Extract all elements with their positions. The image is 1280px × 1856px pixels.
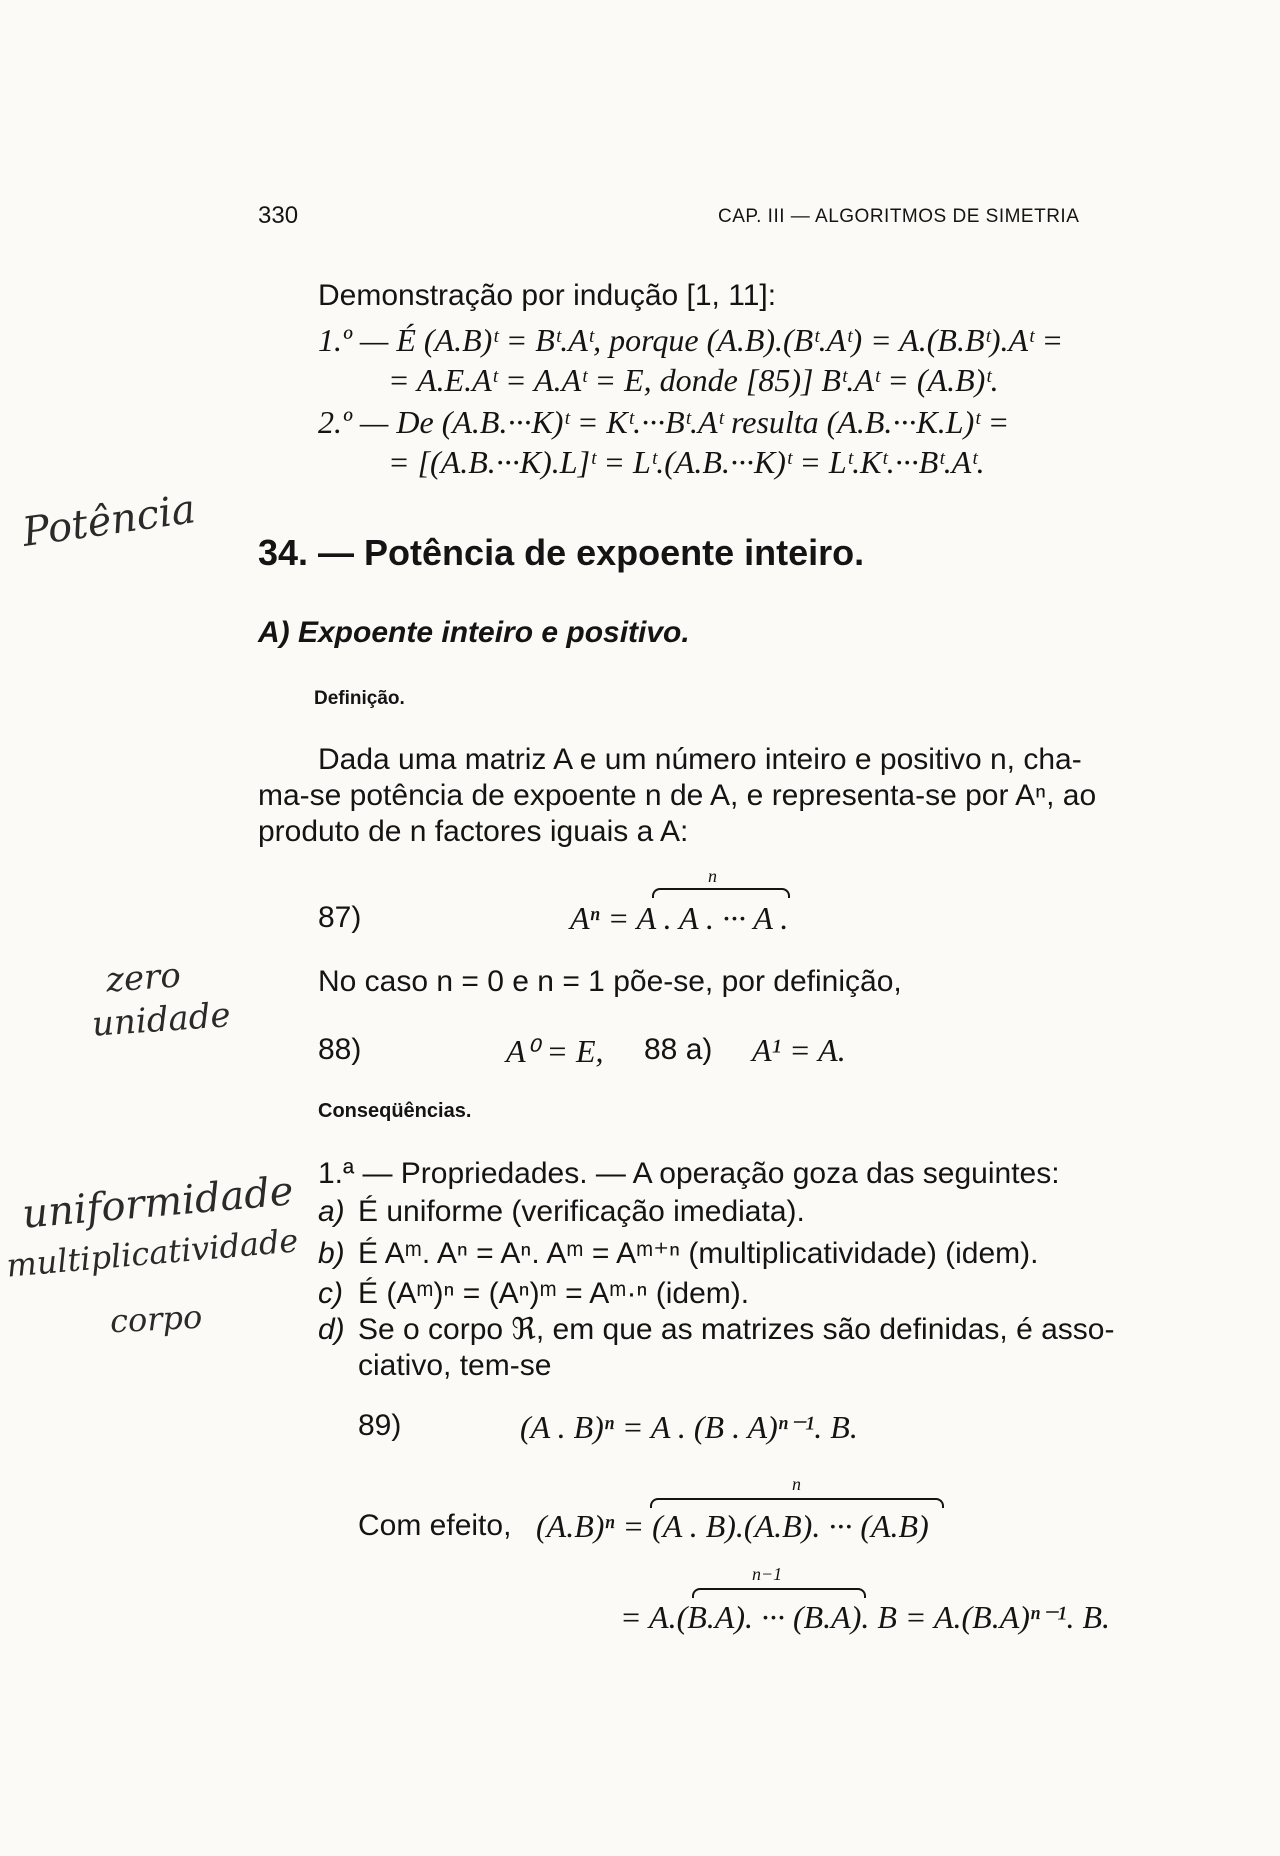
- eq87: Aⁿ = A . A . ··· A .: [570, 900, 789, 936]
- eq89-label: 89): [358, 1409, 402, 1442]
- handwritten-note-potencia: Potência: [19, 486, 199, 556]
- definition-label: Definição.: [314, 688, 405, 709]
- definition-text-2: ma-se potência de expoente n de A, e representa-se por Aⁿ, ao: [258, 779, 1097, 812]
- proof-line-1b: (A.B)ⁿ = (A . B).(A.B). ··· (A.B): [536, 1508, 929, 1544]
- eq88-label: 88): [318, 1033, 362, 1066]
- proof-overbrace-2: [692, 1588, 866, 1598]
- item-d-text-1: Se o corpo ℜ, em que as matrizes são definidas, é asso-: [358, 1313, 1115, 1346]
- proof-line-3: 2.º — De (A.B.···K)ᵗ = Kᵗ.···Bᵗ.Aᵗ resulta (A.B.···K.L)ᵗ =: [318, 404, 1010, 440]
- proof-intro: Com efeito,: [358, 1509, 512, 1542]
- proof-heading: Demonstração por indução [1, 11]:: [318, 279, 777, 312]
- eq88a: A¹ = A.: [752, 1032, 846, 1068]
- section-title: 34. — Potência de expoente inteiro.: [258, 532, 865, 573]
- consequence-item-1: 1.ª — Propriedades. — A operação goza das seguintes:: [318, 1157, 1060, 1190]
- item-c-label: c): [318, 1277, 343, 1310]
- proof-brace-label-1: n: [792, 1474, 801, 1494]
- definition-text-3: produto de n factores iguais a A:: [258, 815, 689, 848]
- item-b-label: b): [318, 1237, 345, 1270]
- page-number: 330: [258, 202, 299, 229]
- handwritten-note-multiplicatividade: multiplicatividade: [4, 1221, 300, 1285]
- case-text: No caso n = 0 e n = 1 põe-se, por definição,: [318, 965, 902, 998]
- handwritten-note-zero: zero: [104, 955, 183, 1001]
- section-subtitle: A) Expoente inteiro e positivo.: [258, 616, 690, 649]
- eq87-brace-label: n: [708, 866, 717, 886]
- proof-line-4: = [(A.B.···K).L]ᵗ = Lᵗ.(A.B.···K)ᵗ = Lᵗ.Kᵗ.···Bᵗ.Aᵗ.: [388, 444, 985, 480]
- eq87-overbrace: [652, 888, 790, 898]
- definition-text-1: Dada uma matriz A e um número inteiro e positivo n, cha-: [318, 743, 1082, 776]
- eq89: (A . B)ⁿ = A . (B . A)ⁿ⁻¹. B.: [520, 1409, 858, 1445]
- proof-line-2: = A.E.Aᵗ = A.Aᵗ = E, donde [85)] Bᵗ.Aᵗ = (A.B)ᵗ.: [388, 362, 999, 398]
- item-a-label: a): [318, 1195, 345, 1228]
- proof-overbrace-1: [650, 1498, 944, 1508]
- eq88: A⁰ = E,: [506, 1033, 604, 1069]
- proof-brace-label-2: n−1: [752, 1564, 783, 1584]
- handwritten-note-unidade: unidade: [90, 995, 232, 1045]
- handwritten-note-corpo: corpo: [109, 1297, 204, 1341]
- item-d-label: d): [318, 1313, 345, 1346]
- proof-line-2b: = A.(B.A). ··· (B.A). B = A.(B.A)ⁿ⁻¹. B.: [620, 1599, 1110, 1635]
- proof-line-1: 1.º — É (A.B)ᵗ = Bᵗ.Aᵗ, porque (A.B).(Bᵗ.Aᵗ) = A.(B.Bᵗ).Aᵗ =: [318, 322, 1064, 358]
- consequences-label: Conseqüências.: [318, 1100, 472, 1122]
- eq87-label: 87): [318, 901, 362, 934]
- item-d-text-2: ciativo, tem-se: [358, 1349, 552, 1382]
- handwritten-note-uniformidade: uniformidade: [20, 1168, 296, 1238]
- running-title: CAP. III — ALGORITMOS DE SIMETRIA: [718, 206, 1080, 227]
- item-c-text: É (Aᵐ)ⁿ = (Aⁿ)ᵐ = Aᵐ·ⁿ (idem).: [358, 1277, 750, 1310]
- item-a-text: É uniforme (verificação imediata).: [358, 1195, 805, 1228]
- eq88a-label: 88 a): [644, 1033, 713, 1066]
- item-b-text: É Aᵐ. Aⁿ = Aⁿ. Aᵐ = Aᵐ⁺ⁿ (multiplicatividade) (idem).: [358, 1237, 1039, 1270]
